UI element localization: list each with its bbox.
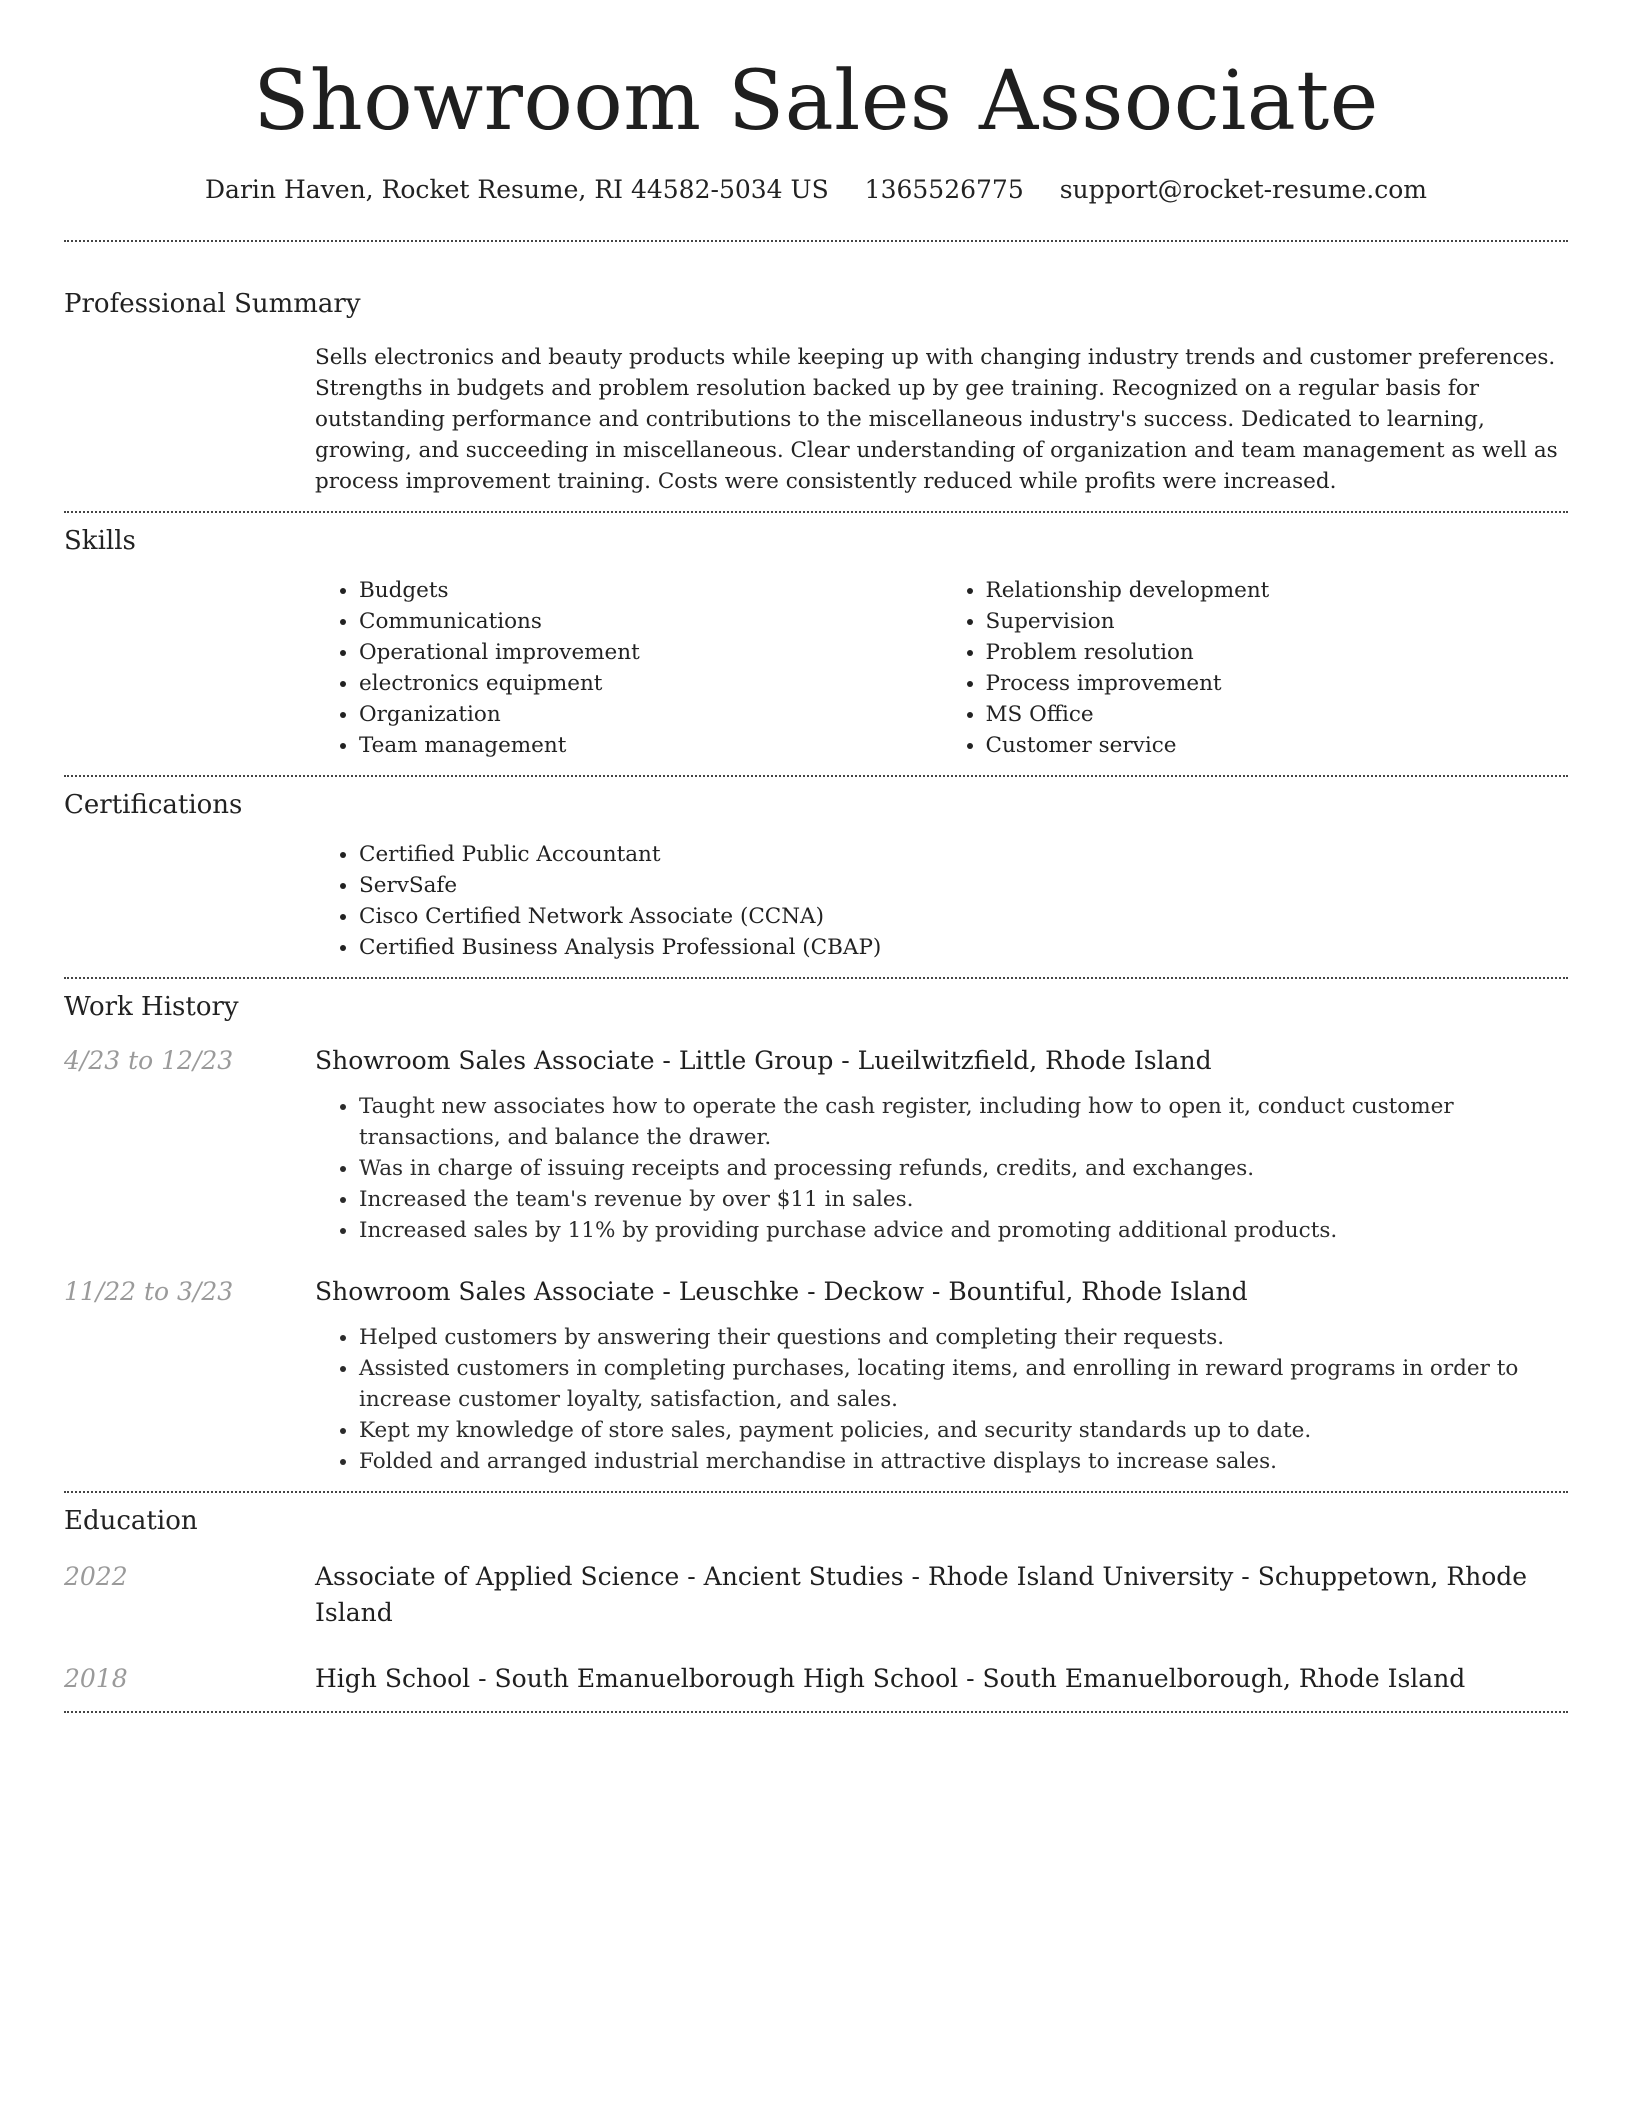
education-entry <box>64 1559 1568 1631</box>
skills-column-left <box>315 575 942 761</box>
summary-section <box>64 242 1568 511</box>
job-bullet: • Assisted customers in completing purchases, locating items, and enrolling in reward programs in order to increase customer loyalty, satisfaction, and sales. <box>359 1353 1568 1415</box>
section-heading-education: Education <box>64 1506 198 1536</box>
skill-item: • electronics equipment <box>359 668 942 699</box>
skill-item: • Team management <box>359 730 942 761</box>
contact-line <box>64 172 1568 208</box>
contact-phone: 1365526775 <box>864 175 1024 204</box>
page-title: Showroom Sales Associate <box>253 54 1379 149</box>
certification-item: • ServSafe <box>359 870 1568 901</box>
skill-item: • Organization <box>359 699 942 730</box>
certification-item: • Cisco Certified Network Associate (CCNA) <box>359 901 1568 932</box>
job-bullet: • Increased the team's revenue by over $11 in sales. <box>359 1184 1568 1215</box>
job-title: Showroom Sales Associate - Leuschke - Deckow - Bountiful, Rhode Island <box>315 1277 1248 1306</box>
job-entry <box>64 1274 1568 1477</box>
contact-address: Darin Haven, Rocket Resume, RI 44582-5034 US <box>205 175 829 204</box>
skill-item: • MS Office <box>986 699 1569 730</box>
section-heading-skills: Skills <box>64 526 136 556</box>
job-bullet: • Folded and arranged industrial merchandise in attractive displays to increase sales. <box>359 1446 1568 1477</box>
skill-item: • Budgets <box>359 575 942 606</box>
skill-item: • Supervision <box>986 606 1569 637</box>
certifications-list <box>315 839 1568 963</box>
summary-text: Sells electronics and beauty products while keeping up with changing industry trends and customer preferences. Strengths in budgets and problem resolution backed up by gee training. Recognized on a regular basis for outstanding performance and contributions to the miscellaneous industry's success. Dedicated to learning, growing, and succeeding in miscellaneous. Clear understanding of organization and team management as well as process improvement training. Costs were consistently reduced while profits were increased. <box>315 345 1558 494</box>
skills-section <box>64 513 1568 775</box>
job-date: 11/22 to 3/23 <box>64 1277 234 1306</box>
job-bullets <box>315 1091 1568 1246</box>
job-bullets <box>315 1322 1568 1477</box>
certification-item: • Certified Public Accountant <box>359 839 1568 870</box>
skills-column-right <box>942 575 1569 761</box>
divider <box>64 1711 1568 1713</box>
education-date: 2018 <box>64 1664 128 1693</box>
job-title: Showroom Sales Associate - Little Group - Lueilwitzfield, Rhode Island <box>315 1046 1212 1075</box>
education-entry <box>64 1661 1568 1697</box>
education-school: - South Emanuelborough High School - South Emanuelborough, Rhode Island <box>470 1664 1466 1693</box>
certification-item: • Certified Business Analysis Professional (CBAP) <box>359 932 1568 963</box>
job-bullet: • Helped customers by answering their questions and completing their requests. <box>359 1322 1568 1353</box>
contact-email: support@rocket-resume.com <box>1059 175 1427 204</box>
education-line <box>315 1661 1465 1697</box>
job-date: 4/23 to 12/23 <box>64 1046 234 1075</box>
job-bullet: • Increased sales by 11% by providing purchase advice and promoting additional products. <box>359 1215 1568 1246</box>
job-bullet: • Taught new associates how to operate the cash register, including how to open it, conduct customer transactions, and balance the drawer. <box>359 1091 1568 1153</box>
skill-item: • Relationship development <box>986 575 1569 606</box>
skill-item: • Process improvement <box>986 668 1569 699</box>
job-bullet: • Kept my knowledge of store sales, payment policies, and security standards up to date. <box>359 1415 1568 1446</box>
education-degree: High School <box>315 1664 471 1693</box>
section-heading-work: Work History <box>64 992 239 1022</box>
skill-item: • Communications <box>359 606 942 637</box>
education-line <box>315 1559 1568 1631</box>
education-date: 2022 <box>64 1562 128 1591</box>
section-heading-summary: Professional Summary <box>64 289 361 319</box>
job-bullet: • Was in charge of issuing receipts and processing refunds, credits, and exchanges. <box>359 1153 1568 1184</box>
certifications-section <box>64 777 1568 977</box>
job-entry <box>64 1043 1568 1246</box>
education-section <box>64 1493 1568 1711</box>
work-history-section <box>64 979 1568 1491</box>
skill-item: • Problem resolution <box>986 637 1569 668</box>
education-school: - Rhode Island University - Schuppetown, Rhode Island <box>315 1562 1528 1627</box>
skill-item: • Customer service <box>986 730 1569 761</box>
section-heading-certifications: Certifications <box>64 790 243 820</box>
skill-item: • Operational improvement <box>359 637 942 668</box>
skills-list <box>315 575 1568 761</box>
education-degree: Associate of Applied Science - Ancient Studies <box>315 1562 904 1591</box>
